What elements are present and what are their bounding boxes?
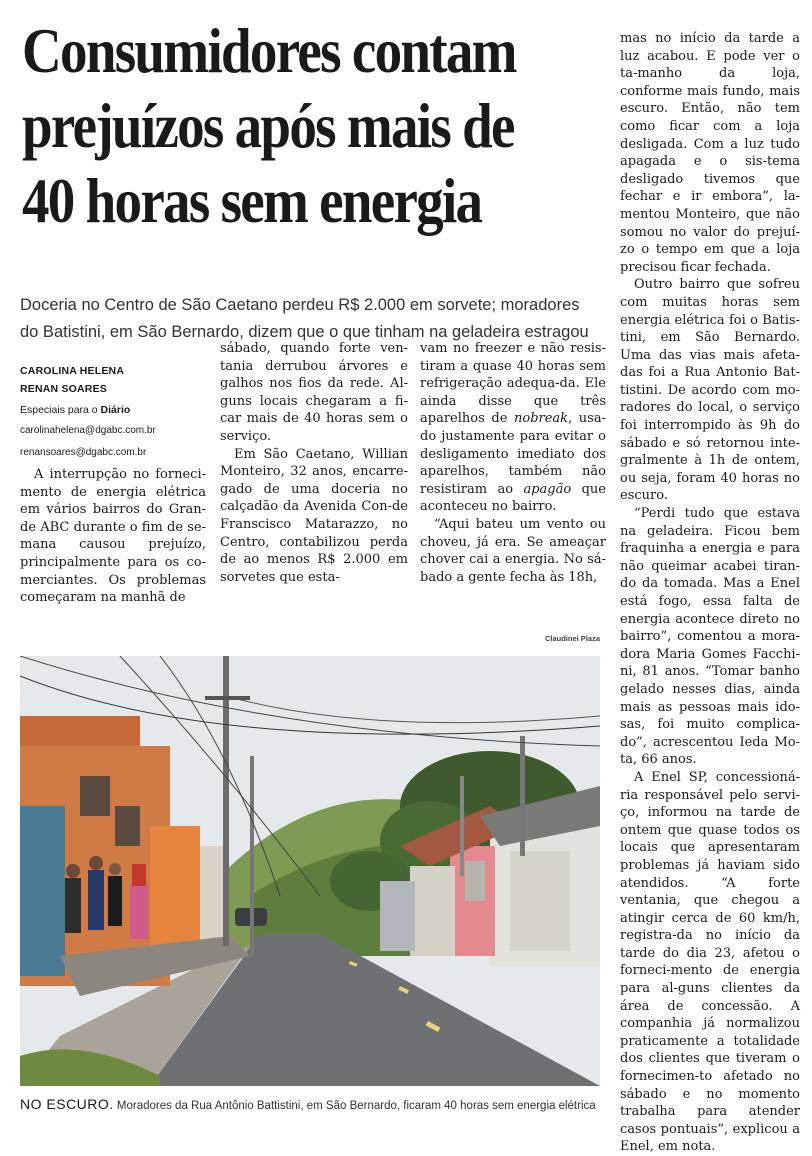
headline-line: prejuízos após mais de	[22, 90, 514, 161]
street-scene-illustration	[20, 656, 600, 1086]
article-paragraph	[420, 340, 606, 516]
subheadline-line: Doceria no Centro de São Caetano perdeu R$ 2.000 em sorvete; moradores	[20, 296, 580, 314]
author-email[interactable]: carolinahelena@dgabc.com.br	[20, 425, 156, 436]
author-email[interactable]: renansoares@dgabc.com.br	[20, 447, 147, 458]
author-role-prefix: Especiais para o	[20, 404, 101, 416]
headline-line: 40 horas sem energia	[22, 165, 482, 236]
headline-line: Consumidores contam	[22, 15, 516, 86]
text-run: vam no freezer e não resis-tiram a quase 40 horas sem refrigeração adequa-da. Ele ainda disse que três aparelhos de	[420, 341, 606, 427]
text-run: que aconteceu no bairro.	[420, 481, 606, 515]
author-name: RENAN SOARES	[20, 383, 107, 395]
article-paragraph: mas no início da tarde a luz acabou. E pode ver o ta-manho da loja, conforme mais fundo, mais escuro. Então, não tem como ficar com a loja desligada. Com a luz tudo apagada e o sis-tema desligado tivemos que fechar e ir embora”, la-mentou Monteiro, que não somou no valor do prejuí-zo o tempo em que a loja precisou ficar fechada.	[620, 31, 800, 275]
article-column-4	[620, 30, 800, 1156]
text-run: , usa-do justamente para evitar o desligamento imediato dos aparelhos, também não resistiram ao	[420, 411, 606, 497]
newspaper-name: Diário	[100, 404, 131, 416]
article-column-2	[220, 340, 408, 586]
news-photo	[20, 656, 600, 1086]
article-paragraph: Em São Caetano, Willian Monteiro, 32 anos, encarre-gado de uma doceria no calçadão da Avenida Con-de Franscisco Matarazzo, no Centro, contabilizou perda de ao menos R$ 2.000 em sorvetes que esta-	[220, 446, 408, 585]
photo-caption	[20, 1096, 610, 1112]
article-paragraph: A Enel SP, concessioná-ria responsável pelo servi-ço, informou na tarde de ontem que quase todos os locais que apresentaram problemas já haviam sido atendidos. “A forte ventania, que chegou a atingir cerca de 60 km/h, registra-da no início da tarde do dia 23, afetou o forneci-mento de energia para al-guns clientes da área de concessão. A companhia já normalizou praticamente a totalidade dos clientes que tiveram o fornecimen-to afetado no sábado e no momento trabalha para atender casos pontuais”, explicou a Enel, em nota.	[620, 769, 800, 1155]
photo-credit: Claudinei Plaza	[544, 634, 600, 643]
article-paragraph: sábado, quando forte ven-tania derrubou árvores e galhos nos fios da rede. Al-guns locais chegaram a fi-car mais de 40 horas sem o serviço.	[220, 341, 408, 444]
italic-term: apagão	[523, 481, 572, 497]
subheadline	[20, 292, 620, 346]
article-column-1	[20, 466, 206, 607]
headline	[22, 14, 529, 239]
italic-term: nobreak	[514, 411, 569, 427]
caption-text: Moradores da Rua Antônio Battistini, em São Bernardo, ficaram 40 horas sem energia elétrica	[113, 1100, 596, 1112]
byline	[20, 362, 220, 464]
caption-lead: NO ESCURO.	[20, 1096, 114, 1112]
subheadline-line: do Batistini, em São Bernardo, dizem que o que tinham na geladeira estragou	[20, 323, 589, 341]
article-paragraph: Outro bairro que sofreu com muitas horas sem energia elétrica foi o Batis-tini, em São Bernardo. Uma das vias mais afeta-das foi a Rua Antonio Bat-tistini. De acordo com mo-radores do local, o serviço foi interrompido às 9h do sábado e só retornou inte-gralmente à 1h de ontem, ou seja, foram 40 horas no escuro.	[620, 277, 800, 504]
article-paragraph: A interrupção no forneci-mento de energia elétrica em vários bairros do Gran-de ABC durante o fim de se-mana causou prejuízo, principalmente para os co-merciantes. Os problemas começaram na manhã de	[20, 467, 206, 606]
author-role	[20, 400, 220, 420]
article-column-3	[420, 340, 606, 586]
article-paragraph: “Aqui bateu um vento ou choveu, já era. Se ameaçar chover cai a energia. No sá-bado a gente fecha às 18h,	[420, 516, 606, 585]
article-paragraph: “Perdi tudo que estava na geladeira. Ficou bem fraquinha a energia e para não queimar acabei tiran-do da tomada. Mas a Enel está fogo, essa falta de energia acontece direto no bairro”, comentou a mora-dora Maria Gomes Facchi-ni, 81 anos. “Tomar banho gelado nesses dias, ainda mais as pessoas mais ido-sas, foi muito complica-do”, acrescentou Ieda Mo-ta, 66 anos.	[620, 506, 800, 768]
author-name: CAROLINA HELENA	[20, 365, 125, 377]
